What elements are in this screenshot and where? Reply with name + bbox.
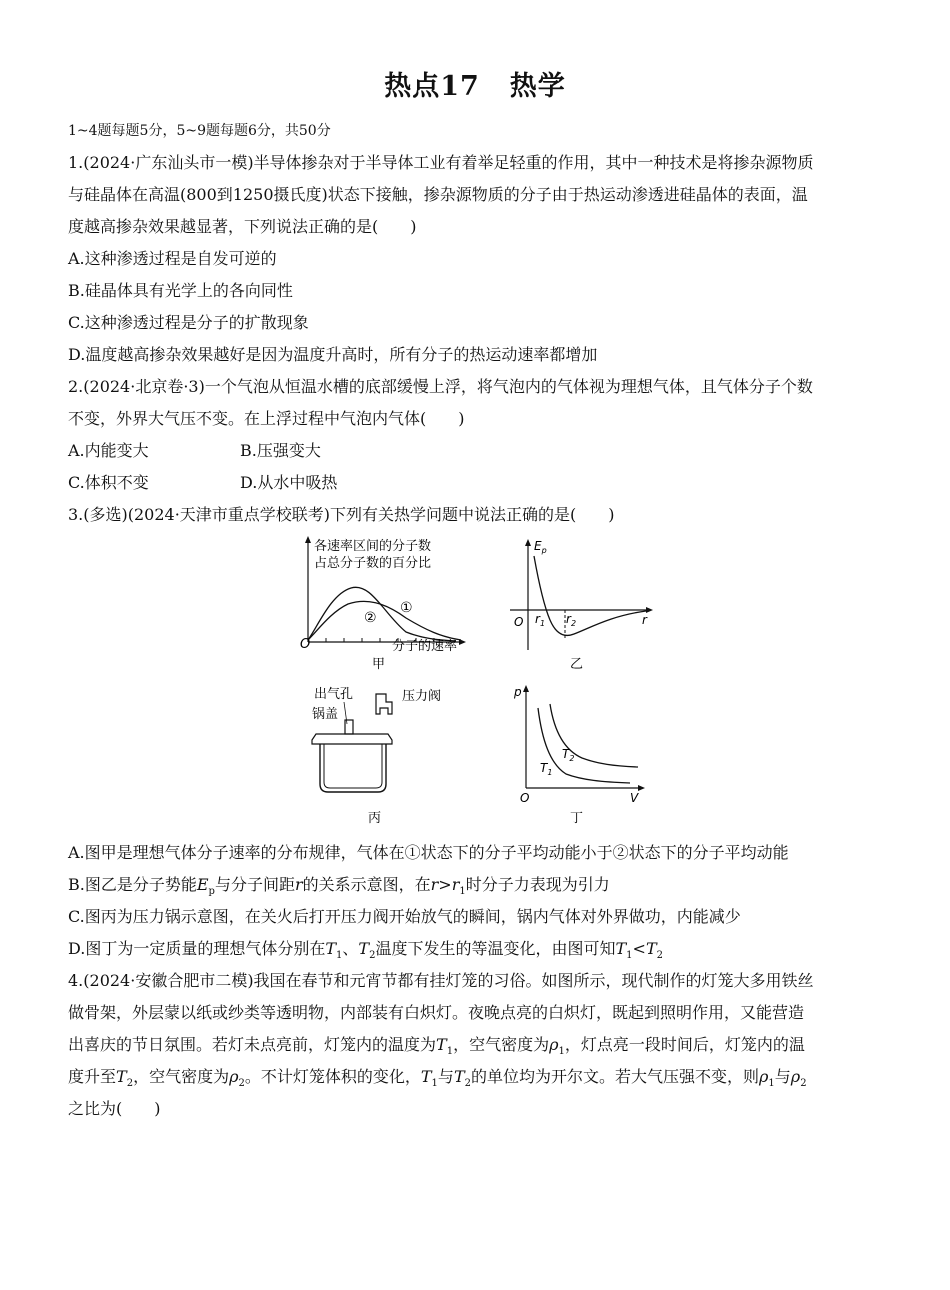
question-3 [68,499,880,531]
q1-line: 与硅晶体在高温(800到1250摄氏度)状态下接触，掺杂源物质的分子由于热运动渗透进硅晶体的表面，温 [68,185,808,204]
ding-origin: O [520,791,530,805]
q3-stem: 3.(多选)(2024·天津市重点学校联考)下列有关热学问题中说法正确的是( ) [68,505,615,524]
yi-r2: r [566,612,571,626]
q4-line: 度升至$T_2$，空气密度为$\rho_2$。不计灯笼体积的变化，$T_1$与$T_2$的单位均为开尔文。若大气压强不变，则$\rho_1$与$\rho_2$ [68,1067,807,1090]
title-sub: 热学 [509,71,566,102]
ding-t2: T [562,747,570,761]
jia-ylabel-1: 各速率区间的分子数 [314,539,432,554]
question-1 [68,147,880,371]
yi-r1: r [535,612,540,626]
pressure-valve-icon [376,694,392,714]
bing-valve-label: 压力阀 [402,689,442,704]
svg-text:r1: $r_1$ [535,612,546,628]
q2-option-b: B.压强变大 [240,441,321,460]
ding-t1: T [540,761,548,775]
q4-line: 之比为( ) [68,1099,161,1118]
yi-origin: O [514,615,524,629]
jia-ylabel-2: 占总分子数的百分比 [314,556,432,571]
jia-origin: O [300,637,311,652]
bing-caption: 丙 [368,811,382,826]
q1-option-b: B.硅晶体具有光学上的各向同性 [68,281,293,300]
q3-option-c: C.图丙为压力锅示意图，在关火后打开压力阀开始放气的瞬间，锅内气体对外界做功，内能减少 [68,907,741,926]
jia-curve1-label: ① [400,600,413,616]
figure-jia [296,534,476,672]
q1-line: 度越高掺杂效果越显著，下列说法正确的是( ) [68,217,417,236]
q2-option-c: C.体积不变 [68,473,149,492]
q3-option-d: D.图丁为一定质量的理想气体分别在$T_1$、$T_2$温度下发生的等温变化，由图可知$T_1<T_2$ [68,939,663,962]
figure-ding [506,680,656,830]
ding-xlabel: V [630,791,639,805]
page-title [0,64,950,103]
ding-caption: 丁 [570,811,584,826]
q1-option-c: C.这种渗透过程是分子的扩散现象 [68,313,309,332]
bing-lid-label: 锅盖 [312,707,339,722]
question-4 [68,965,880,1125]
jia-xlabel: 分子的速率 [392,639,458,654]
q4-line: 做骨架，外层蒙以纸或纱类等透明物，内部装有白炽灯。夜晚点亮的白炽灯，既起到照明作用，又能营造 [68,1003,805,1022]
q2-line: 不变，外界大气压不变。在上浮过程中气泡内气体( ) [68,409,465,428]
q2-option-d: D.从水中吸热 [240,473,338,492]
yi-xlabel: r [642,613,647,627]
svg-text:T1: $T_1$ [540,761,553,777]
title-main: 热点17 [384,71,480,102]
q1-option-d: D.温度越高掺杂效果越好是因为温度升高时，所有分子的热运动速率都增加 [68,345,598,364]
ding-ylabel: p [514,685,522,699]
figure-yi [506,534,658,672]
question-3-options [68,837,880,965]
jia-curve2-label: ② [364,610,377,626]
q3-option-b: B.图乙是分子势能$E_p$与分子间距r的关系示意图，在$r>r_1$时分子力表现为引力 [68,875,610,898]
jia-caption: 甲 [372,657,386,672]
q3-option-a: A.图甲是理想气体分子速率的分布规律，气体在①状态下的分子平均动能小于②状态下的分子平均动能 [68,843,789,862]
q4-line: 出喜庆的节日氛围。若灯未点亮前，灯笼内的温度为$T_1$，空气密度为$\rho_1$，灯点亮一段时间后，灯笼内的温 [68,1035,805,1058]
svg-text:T2: $T_2$ [562,747,575,763]
yi-caption: 乙 [570,657,584,672]
svg-text:Ep: $E_p$ [534,539,547,555]
q2-line: 2.(2024·北京卷·3)一个气泡从恒温水槽的底部缓慢上浮，将气泡内的气体视为理想气体，且气体分子个数 [68,377,813,396]
figure-bing [300,680,460,830]
question-2 [68,371,880,499]
q1-line: 1.(2024·广东汕头市一模)半导体掺杂对于半导体工业有着举足轻重的作用，其中一种技术是将掺杂源物质 [68,153,814,172]
q1-option-a: A.这种渗透过程是自发可逆的 [68,249,277,268]
score-note: 1~4题每题5分，5~9题每题6分，共50分 [68,123,331,139]
q4-line: 4.(2024·安徽合肥市二模)我国在春节和元宵节都有挂灯笼的习俗。如图所示，现代制作的灯笼大多用铁丝 [68,971,814,990]
yi-ylabel: E [534,539,542,553]
svg-text:r2: $r_2$ [566,612,577,628]
q2-option-a: A.内能变大 [68,441,149,460]
bing-vent-label: 出气孔 [314,687,354,702]
